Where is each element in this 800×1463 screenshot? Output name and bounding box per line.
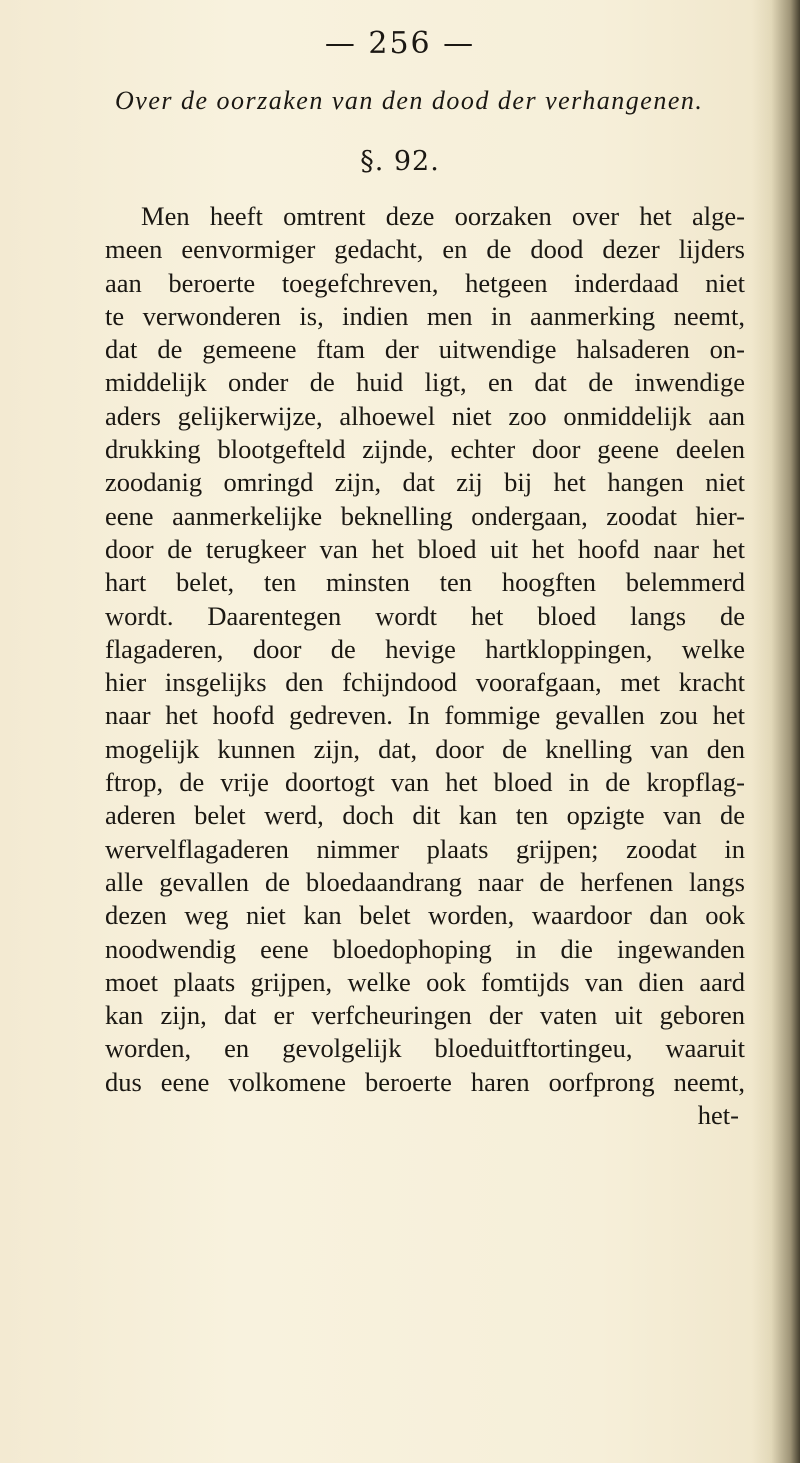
- text-line: flagaderen, door de hevige hartkloppingen, welke: [105, 633, 745, 664]
- text-line: hier insgelijks den fchijndood voorafgaan, met kracht: [105, 667, 745, 698]
- section-heading: §. 92.: [360, 146, 440, 177]
- page-edge-shadow: [752, 0, 800, 1463]
- text-line: zoodanig omringd zijn, dat zij bij het hangen niet: [105, 467, 745, 498]
- text-line: alle gevallen de bloedaandrang naar de herfenen langs: [105, 866, 745, 897]
- text-line: moet plaats grijpen, welke ook fomtijds van dien aard: [105, 966, 745, 997]
- text-line: wordt. Daarentegen wordt het bloed langs de: [105, 600, 745, 631]
- text-line: drukking blootgefteld zijnde, echter door geene deelen: [105, 434, 745, 465]
- text-line: Men heeft omtrent deze oorzaken over het alge-: [141, 201, 745, 231]
- text-line: dus eene volkomene beroerte haren oorfprong neemt,: [105, 1066, 745, 1097]
- text-line: door de terugkeer van het bloed uit het hoofd naar het: [105, 533, 745, 564]
- text-line: meen eenvormiger gedacht, en de dood dezer lijders: [105, 234, 745, 265]
- catchword: het-: [697, 1100, 739, 1131]
- text-line: ftrop, de vrije doortogt van het bloed in de kropflag-: [105, 767, 745, 798]
- text-line: worden, en gevolgelijk bloeduitftortingeu, waaruit: [105, 1033, 745, 1064]
- text-line: noodwendig eene bloedophoping in die ingewanden: [105, 933, 745, 964]
- text-line: middelijk onder de huid ligt, en dat de inwendige: [105, 367, 745, 398]
- text-line: dezen weg niet kan belet worden, waardoor dan ook: [105, 900, 745, 931]
- text-line: wervelflagaderen nimmer plaats grijpen; zoodat in: [105, 833, 745, 864]
- text-line: hart belet, ten minsten ten hoogften belemmerd: [105, 567, 745, 598]
- text-line: mogelijk kunnen zijn, dat, door de knelling van den: [105, 733, 745, 764]
- text-line: aan beroerte toegefchreven, hetgeen inderdaad niet: [105, 267, 745, 298]
- body-text: [105, 200, 745, 1132]
- text-line: aderen belet werd, doch dit kan ten opzigte van de: [105, 800, 745, 831]
- text-line: eene aanmerkelijke beknelling ondergaan, zoodat hier-: [105, 500, 745, 531]
- text-line: naar het hoofd gedreven. In fommige gevallen zou het: [105, 700, 745, 731]
- running-head: Over de oorzaken van den dood der verhangenen.: [115, 86, 704, 115]
- text-line: aders gelijkerwijze, alhoewel niet zoo onmiddelijk aan: [105, 400, 745, 431]
- text-line: te verwonderen is, indien men in aanmerking neemt,: [105, 300, 745, 331]
- text-line: kan zijn, dat er verfcheuringen der vaten uit geboren: [105, 1000, 745, 1031]
- text-line: dat de gemeene ftam der uitwendige halsaderen on-: [105, 334, 745, 365]
- page-number: — 256 —: [324, 26, 476, 61]
